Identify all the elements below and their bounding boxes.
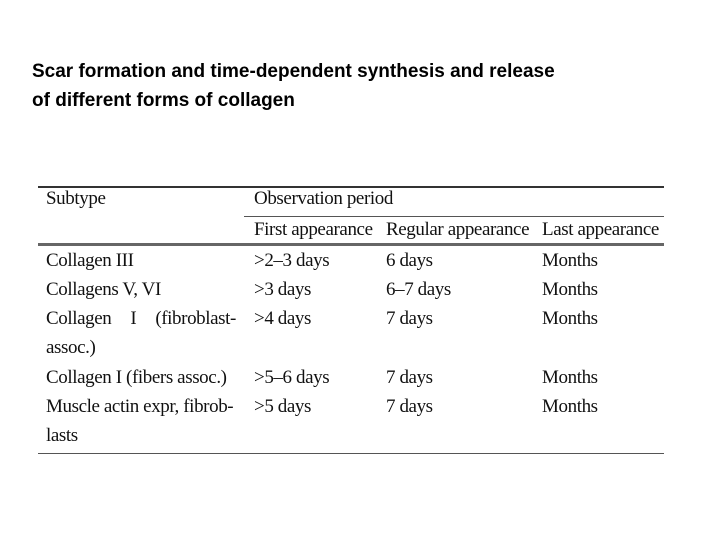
row-subtype-continuation: assoc.): [46, 337, 96, 358]
row-first-appearance: >2–3 days: [254, 250, 330, 271]
row-subtype: Collagen III: [46, 250, 134, 271]
table-bottom-rule: [38, 453, 664, 454]
row-last-appearance: Months: [542, 396, 598, 417]
row-subtype: Collagen I (fibers assoc.): [46, 367, 227, 388]
header-last-appearance: Last appearance: [542, 219, 659, 240]
row-last-appearance: Months: [542, 367, 598, 388]
row-regular-appearance: 6 days: [386, 250, 433, 271]
row-first-appearance: >5–6 days: [254, 367, 330, 388]
header-sub-rule: [244, 216, 664, 217]
header-subtype: Subtype: [46, 188, 106, 209]
header-bottom-rule: [38, 243, 664, 246]
row-regular-appearance: 7 days: [386, 308, 433, 329]
row-first-appearance: >4 days: [254, 308, 311, 329]
slide-title: [32, 57, 712, 115]
row-first-appearance: >5 days: [254, 396, 311, 417]
row-subtype-part: Collagen: [46, 308, 112, 329]
header-observation-period: Observation period: [254, 188, 393, 209]
row-subtype: Muscle actin expr, fibrob-: [46, 396, 234, 417]
slide-title-line-1: Scar formation and time-dependent synthesis and release: [32, 61, 555, 82]
row-subtype-continuation: lasts: [46, 425, 78, 446]
row-subtype-part: I: [130, 308, 137, 329]
row-last-appearance: Months: [542, 308, 598, 329]
row-subtype: [46, 308, 236, 330]
slide-title-line-2: of different forms of collagen: [32, 90, 295, 111]
row-last-appearance: Months: [542, 279, 598, 300]
row-last-appearance: Months: [542, 250, 598, 271]
header-regular-appearance: Regular appearance: [386, 219, 530, 240]
row-regular-appearance: 7 days: [386, 396, 433, 417]
row-regular-appearance: 7 days: [386, 367, 433, 388]
row-subtype: Collagens V, VI: [46, 279, 161, 300]
row-regular-appearance: 6–7 days: [386, 279, 451, 300]
row-first-appearance: >3 days: [254, 279, 311, 300]
header-first-appearance: First appearance: [254, 219, 373, 240]
row-subtype-part: (fibroblast-: [155, 308, 236, 329]
